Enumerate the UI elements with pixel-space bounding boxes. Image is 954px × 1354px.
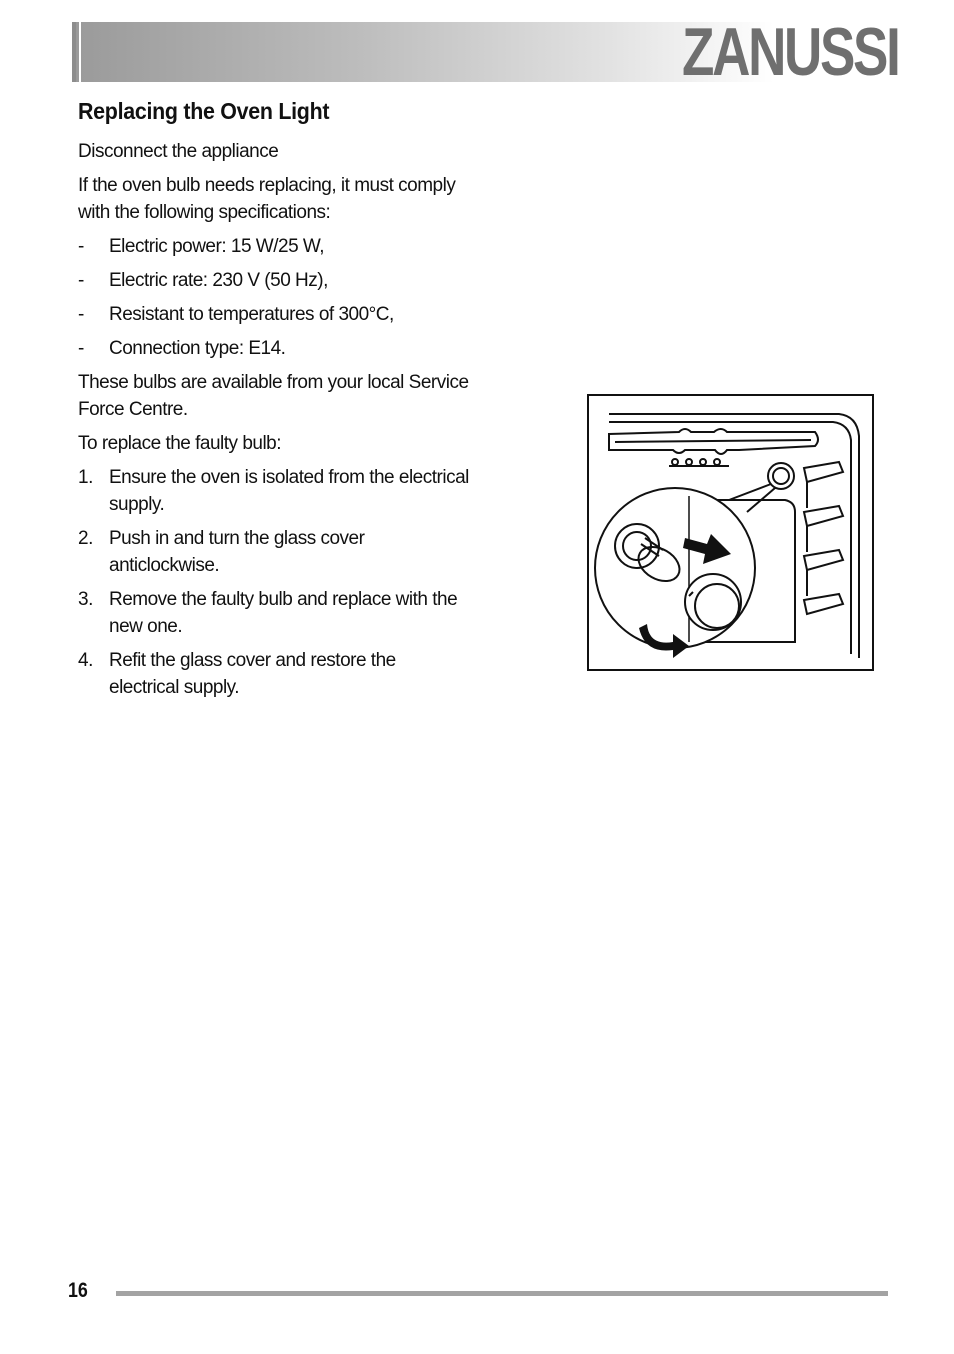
step-item bbox=[78, 464, 470, 518]
header-edge bbox=[72, 22, 76, 82]
oven-light-drawing bbox=[589, 396, 872, 669]
spec-text: Connection type: E14. bbox=[109, 338, 286, 359]
step-number: 3. bbox=[78, 589, 93, 610]
spec-intro-text: If the oven bulb needs replacing, it must comply with the following specifications: bbox=[78, 175, 456, 223]
step-item bbox=[78, 525, 470, 579]
section-title: Replacing the Oven Light bbox=[78, 98, 330, 124]
spec-item bbox=[78, 335, 470, 362]
bullet-dash: - bbox=[78, 304, 84, 325]
spec-item bbox=[78, 233, 470, 260]
spec-text: Resistant to temperatures of 300°C, bbox=[109, 304, 394, 325]
brand-logo: ZANUSSI bbox=[681, 14, 898, 90]
step-item bbox=[78, 586, 470, 640]
step-text: Push in and turn the glass cover anticlockwise. bbox=[109, 528, 365, 576]
step-text: Ensure the oven is isolated from the electrical supply. bbox=[109, 467, 469, 515]
oven-light-illustration bbox=[587, 394, 874, 671]
step-number: 1. bbox=[78, 467, 93, 488]
bullet-dash: - bbox=[78, 270, 84, 291]
step-text: Refit the glass cover and restore the electrical supply. bbox=[109, 650, 396, 698]
page-number: 16 bbox=[68, 1279, 88, 1302]
step-item bbox=[78, 647, 470, 701]
spec-text: Electric power: 15 W/25 W, bbox=[109, 236, 325, 257]
step-text: Remove the faulty bulb and replace with the new one. bbox=[109, 589, 458, 637]
step-number: 2. bbox=[78, 528, 93, 549]
intro-text: Disconnect the appliance bbox=[78, 141, 279, 162]
main-content bbox=[78, 98, 470, 708]
bullet-dash: - bbox=[78, 236, 84, 257]
step-number: 4. bbox=[78, 650, 93, 671]
spec-text: Electric rate: 230 V (50 Hz), bbox=[109, 270, 328, 291]
spec-list bbox=[78, 233, 470, 362]
spec-item bbox=[78, 301, 470, 328]
availability-text: These bulbs are available from your local Service Force Centre. bbox=[78, 372, 469, 420]
header-edge-highlight bbox=[79, 22, 81, 82]
bullet-dash: - bbox=[78, 338, 84, 359]
spec-item bbox=[78, 267, 470, 294]
steps-intro-text: To replace the faulty bulb: bbox=[78, 433, 282, 454]
steps-list bbox=[78, 464, 470, 701]
footer-rule bbox=[116, 1291, 888, 1296]
